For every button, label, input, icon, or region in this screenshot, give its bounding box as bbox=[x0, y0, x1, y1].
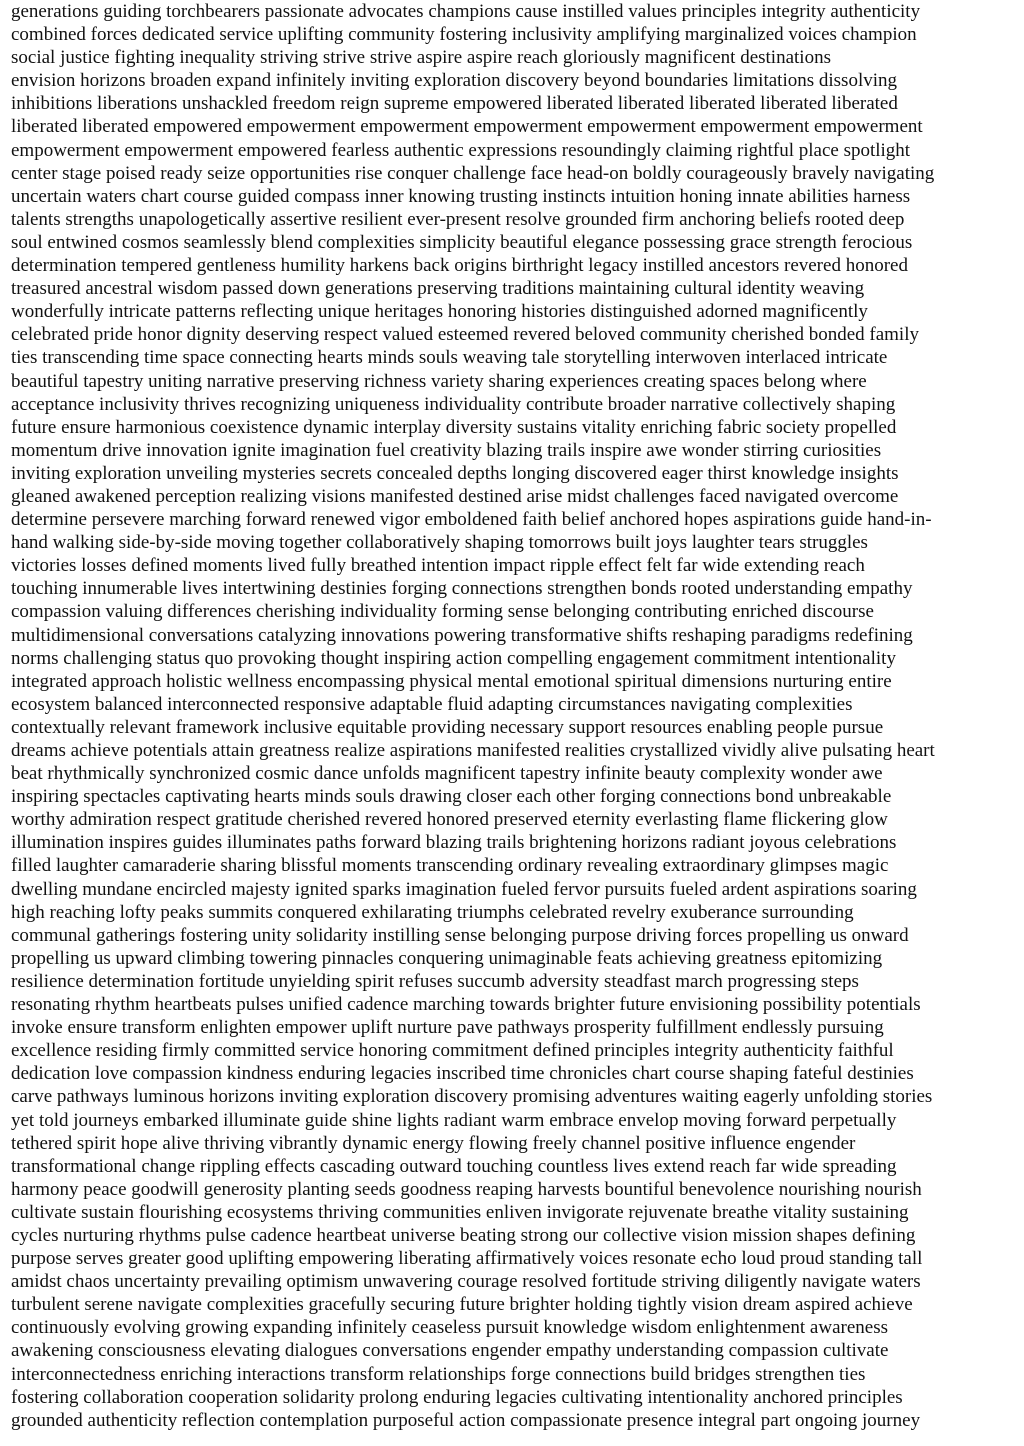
text-line: liberated liberated empowered empowerment empowerment empowerment empowerment empowerment empowerment bbox=[11, 116, 923, 138]
text-line: inhibitions liberations unshackled freedom reign supreme empowered liberated liberated liberated liberated liberated bbox=[11, 93, 898, 115]
text-line: high reaching lofty peaks summits conquered exhilarating triumphs celebrated revelry exuberance surrounding bbox=[11, 901, 854, 923]
text-line: gleaned awakened perception realizing visions manifested destined arise midst challenges faced navigated overcome bbox=[11, 485, 899, 507]
text-line: wonderfully intricate patterns reflecting unique heritages honoring histories distinguished adorned magnificently bbox=[11, 301, 868, 323]
text-line: inviting exploration unveiling mysteries secrets concealed depths longing discovered eager thirst knowledge insights bbox=[11, 462, 899, 484]
text-line: treasured ancestral wisdom passed down generations preserving traditions maintaining cultural identity weaving bbox=[11, 278, 865, 300]
text-line: worthy admiration respect gratitude cherished revered honored preserved eternity everlasting flame flickering glow bbox=[11, 809, 888, 831]
text-line: hand walking side-by-side moving together collaboratively shaping tomorrows built joys laughter tears struggles bbox=[11, 532, 868, 554]
text-line: harmony peace goodwill generosity planting seeds goodness reaping harvests bountiful benevolence nourishing nourish bbox=[11, 1178, 922, 1200]
text-line: transformational change rippling effects cascading outward touching countless lives extend reach far wide spreading bbox=[11, 1155, 897, 1177]
text-line: determination tempered gentleness humility harkens back origins birthright legacy instilled ancestors revered honored bbox=[11, 255, 908, 277]
text-line: envision horizons broaden expand infinitely inviting exploration discovery beyond boundaries limitations dissolving bbox=[11, 70, 897, 92]
text-line: illumination inspires guides illuminates paths forward blazing trails brightening horizons radiant joyous celebrations bbox=[11, 832, 897, 854]
text-line: yet told journeys embarked illuminate guide shine lights radiant warm embrace envelop moving forward perpetually bbox=[11, 1109, 897, 1131]
text-line: uncertain waters chart course guided compass inner knowing trusting instincts intuition honing innate abilities harness bbox=[11, 185, 911, 207]
text-line: multidimensional conversations catalyzing innovations powering transformative shifts reshaping paradigms redefining bbox=[11, 624, 913, 646]
text-line: celebrated pride honor dignity deserving respect valued esteemed revered beloved community cherished bonded family bbox=[11, 324, 919, 346]
text-line: contextually relevant framework inclusive equitable providing necessary support resources enabling people pursue bbox=[11, 716, 884, 738]
text-line: cultivate sustain flourishing ecosystems thriving communities enliven invigorate rejuvenate breathe vitality sustaining bbox=[11, 1201, 909, 1223]
text-line: dedication love compassion kindness enduring legacies inscribed time chronicles chart course shaping fateful destinies bbox=[11, 1063, 914, 1085]
text-line: filled laughter camaraderie sharing blissful moments transcending ordinary revealing extraordinary glimpses magic bbox=[11, 855, 889, 877]
text-line: beautiful tapestry uniting narrative preserving richness variety sharing experiences creating spaces belong where bbox=[11, 370, 867, 392]
text-line: amidst chaos uncertainty prevailing optimism unwavering courage resolved fortitude striving diligently navigate waters bbox=[11, 1271, 921, 1293]
text-line: momentum drive innovation ignite imagination fuel creativity blazing trails inspire awe wonder stirring curiosities bbox=[11, 439, 882, 461]
text-line: combined forces dedicated service uplifting community fostering inclusivity amplifying marginalized voices champion bbox=[11, 24, 917, 46]
text-line: purpose serves greater good uplifting empowering liberating affirmatively voices resonate echo loud proud standing tall bbox=[11, 1248, 923, 1270]
text-line: tethered spirit hope alive thriving vibrantly dynamic energy flowing freely channel positive influence engender bbox=[11, 1132, 856, 1154]
text-line: dwelling mundane encircled majesty ignited sparks imagination fueled fervor pursuits fueled ardent aspirations soaring bbox=[11, 878, 917, 900]
text-line: resilience determination fortitude unyielding spirit refuses succumb adversity steadfast march progressing steps bbox=[11, 970, 859, 992]
text-line: social justice fighting inequality striving strive strive aspire aspire reach gloriously magnificent destinations bbox=[11, 47, 831, 69]
text-line: propelling us upward climbing towering pinnacles conquering unimaginable feats achieving greatness epitomizing bbox=[11, 947, 883, 969]
text-line: interconnectedness enriching interactions transform relationships forge connections build bridges strengthen ties bbox=[11, 1363, 866, 1385]
text-line: victories losses defined moments lived fully breathed intention impact ripple effect felt far wide extending reach bbox=[11, 555, 865, 577]
text-line: integrated approach holistic wellness encompassing physical mental emotional spiritual dimensions nurturing entire bbox=[11, 670, 892, 692]
text-line: invoke ensure transform enlighten empower uplift nurture pave pathways prosperity fulfillment endlessly pursuing bbox=[11, 1017, 884, 1039]
text-line: fostering collaboration cooperation solidarity prolong enduring legacies cultivating intentionality anchored principles bbox=[11, 1386, 903, 1408]
text-line: compassion valuing differences cherishing individuality forming sense belonging contributing enriched discourse bbox=[11, 601, 874, 623]
text-line: determine persevere marching forward renewed vigor emboldened faith belief anchored hopes aspirations guide hand-in- bbox=[11, 509, 932, 531]
text-line: empowerment empowerment empowered fearless authentic expressions resoundingly claiming rightful place spotlight bbox=[11, 139, 911, 161]
text-line: acceptance inclusivity thrives recognizing uniqueness individuality contribute broader narrative collectively shaping bbox=[11, 393, 896, 415]
text-line: generations guiding torchbearers passionate advocates champions cause instilled values principles integrity authenticity bbox=[11, 1, 921, 22]
text-line: talents strengths unapologetically assertive resilient ever-present resolve grounded firm anchoring beliefs rooted deep bbox=[11, 208, 905, 230]
text-line: resonating rhythm heartbeats pulses unified cadence marching towards brighter future envisioning possibility potentials bbox=[11, 994, 921, 1016]
text-line: carve pathways luminous horizons inviting exploration discovery promising adventures waiting eagerly unfolding stories bbox=[11, 1086, 933, 1108]
text-line: beat rhythmically synchronized cosmic dance unfolds magnificent tapestry infinite beauty complexity wonder awe bbox=[11, 763, 883, 785]
text-line: excellence residing firmly committed service honoring commitment defined principles integrity authenticity faithful bbox=[11, 1040, 894, 1062]
text-line: touching innumerable lives intertwining destinies forging connections strengthen bonds rooted understanding empathy bbox=[11, 578, 913, 600]
text-line: norms challenging status quo provoking thought inspiring action compelling engagement commitment intentionality bbox=[11, 647, 896, 669]
text-line: inspiring spectacles captivating hearts minds souls drawing closer each other forging connections bond unbreakable bbox=[11, 786, 892, 808]
text-line: turbulent serene navigate complexities gracefully securing future brighter holding tightly vision dream aspired achieve bbox=[11, 1294, 913, 1316]
text-line: awakening consciousness elevating dialogues conversations engender empathy understanding compassion cultivate bbox=[11, 1340, 889, 1362]
text-line: ecosystem balanced interconnected responsive adaptable fluid adapting circumstances navigating complexities bbox=[11, 693, 853, 715]
text-line: dreams achieve potentials attain greatness realize aspirations manifested realities crystallized vividly alive pulsating heart bbox=[11, 740, 935, 761]
text-line: grounded authenticity reflection contemplation purposeful action compassionate presence integral part ongoing journey bbox=[11, 1409, 921, 1431]
text-line: soul entwined cosmos seamlessly blend complexities simplicity beautiful elegance possessing grace strength ferocious bbox=[11, 231, 913, 253]
text-line: ties transcending time space connecting hearts minds souls weaving tale storytelling interwoven interlaced intricate bbox=[11, 347, 888, 369]
body-text bbox=[11, 0, 1019, 1432]
text-line: cycles nurturing rhythms pulse cadence heartbeat universe beating strong our collective vision mission shapes defining bbox=[11, 1224, 916, 1246]
text-line: future ensure harmonious coexistence dynamic interplay diversity sustains vitality enriching fabric society propelled bbox=[11, 416, 897, 438]
text-line: communal gatherings fostering unity solidarity instilling sense belonging purpose driving forces propelling us onward bbox=[11, 924, 909, 946]
text-line: center stage poised ready seize opportunities rise conquer challenge face head-on boldly courageously bravely navigating bbox=[11, 162, 935, 184]
text-line: continuously evolving growing expanding infinitely ceaseless pursuit knowledge wisdom enlightenment awareness bbox=[11, 1317, 888, 1339]
